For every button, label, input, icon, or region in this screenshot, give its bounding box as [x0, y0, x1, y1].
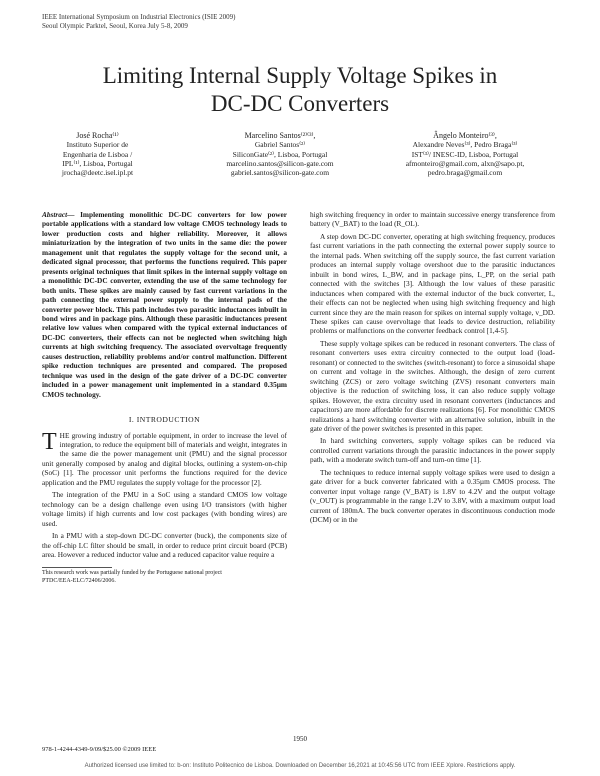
body-paragraph-1: A step down DC-DC converter, operating at high switching frequency, produces fast current variations in the path connecting the external power supply source to the internal pads. When switching off the supply source, the fast current variation produces an internal supply voltage overshoot due to the parasitic inductances inbuilt in bond wires, L_BW, and in package pins, L_PP, on the serial path connected with the switches [3]. Although the low values of these parasitic inductances when compared with the external inductor of the buck converter, L, their effects can not be neglected when using high switching frequency and high current since they are the main reason for spikes on internal supply voltage, v_DD. These spikes can cause overvoltage that leads to device destruction, reliability problems or malfunctions on the converter feedback control [1,4-5]. — [310, 231, 555, 336]
author-1-email: jrocha@deetc.isel.ipl.pt — [61, 168, 134, 178]
intro-paragraph-3: In a PMU with a step-down DC-DC converter (buck), the components size of the off-chip LC filter should be small, in order to reduce print circuit board (PCB) area. However a reduced inductor value and a reduced capacitor value require a — [42, 531, 287, 559]
body-paragraph-2: These supply voltage spikes can be reduced in resonant converters. The class of resonant converters uses extra circuitry connected to the output load (load-resonant) or connected to the switches (switch-resonant) to force a sinusoidal shape on current and voltage in the switches. Although, the design of zero current switching (ZCS) or zero voltage switching (ZVS) resonant converters main objective is the reduction of switching loss, it can also reduce supply voltage spikes. However, the extra circuitry used in resonant converters (inductances and capacitors) are more affordable for discrete realizations [6]. For monolithic CMOS realizations a hard switching converter with an alternative solution, inbuilt in the gate driver of the power switches is presented in this paper. — [310, 338, 555, 433]
intro-paragraph-2: The integration of the PMU in a SoC using a standard CMOS low voltage technology can be a design challenge even using I/O transistors (with higher voltage limits) if high currents and low cost packages (with bonding wires) are used. — [42, 490, 287, 528]
intro-paragraph-1 — [42, 428, 287, 488]
footnote-divider — [42, 567, 112, 568]
author-2-line: Gabriel Santos⁽²⁾ — [254, 140, 306, 150]
right-column — [310, 210, 555, 528]
author-3 — [375, 131, 555, 177]
author-2-email: marcelino.santos@silicon-gate.com — [226, 158, 334, 168]
author-block — [40, 131, 560, 193]
title-line-1: Limiting Internal Supply Voltage Spikes in — [102, 63, 498, 88]
author-2-email: gabriel.santos@silicon-gate.com — [230, 168, 330, 178]
abstract-text: — Implementing monolithic DC-DC converters for low power portable applications with a standard low voltage CMOS technology leads to lower production costs and higher reliability. Moreover, it allows miniaturization by the integration of two units in the same die: the power management unit that regulates the supply voltage for the second unit, a dedicated signal processor, that performs the functions required. This paper presents original techniques that limit spikes in the internal supply voltage on a monolithic DC-DC converter, extending the use of the same technology for both units. These spikes are mainly caused by fast current variations in the path connecting the external power supply to the internal pads of the converter power block. This path includes two parasitic inductances inbuilt in bond wires and in package pins. Although these parasitic inductances present relative low values when compared with the typical external inductances of DC-DC converters, their effects can not be neglected when switching high currents at high switching frequency. The associated overvoltage frequently causes destruction, reliability problems and/or control malfunction. Different spike reduction techniques are presented and compared. The proposed technique was used in the design of the gate driver of a DC-DC converter included in a power management unit implemented in a standard 0.35µm CMOS technology. — [42, 210, 287, 399]
author-1-line: Engenharia de Lisboa / — [62, 149, 133, 159]
author-2-name: Marcelino Santos⁽²⁾⁽³⁾, — [244, 131, 316, 140]
author-2-line: SiliconGate⁽²⁾, Lisboa, Portugal — [232, 149, 328, 159]
author-1-line: IPL⁽¹⁾, Lisboa, Portugal — [62, 158, 133, 168]
author-3-line: IST⁽³⁾/ INESC-ID, Lisboa, Portugal — [411, 149, 519, 159]
page-number: 1950 — [293, 735, 307, 743]
author-1-line: Instituto Superior de — [66, 140, 129, 150]
footnote-line-1: This research work was partially funded by the Portuguese national project — [42, 570, 222, 577]
footnote-line-2: PTDC/EEA-ELC/72406/2006. — [42, 577, 116, 584]
body-paragraph-4: The techniques to reduce internal supply voltage spikes were used to design a gate driver for a buck converter fabricated with a 0.35µm CMOS process. The converter input voltage range (V_BAT) is 1.8V to 4.2V and the output voltage (v_OUT) is programmable in the range 1.2V to 3.8V, with a maximum output load current of 180mA. The buck converter operates in discontinuous conduction mode (DCM) or in the — [310, 467, 555, 525]
conference-line-2: Seoul Olympic Parktel, Seoul, Korea July 5-8, 2009 — [42, 22, 188, 30]
intro-paragraph-1-text: HE growing industry of portable equipment, in order to increase the level of integration, to reduce the equipment bill of materials and weight, integrates in the same die the power management unit (PMU) and the signal processor unit generally composed by analog and digital blocks, outlining a system-on-chip (SoC) [1]. The processor unit performs the functions required for the device application and the PMU regulates the supply voltage for the processor [2]. — [42, 430, 287, 487]
author-1 — [50, 131, 145, 177]
drop-cap: T — [42, 428, 57, 455]
author-3-email: afmonteiro@gmail.com, alxn@sapo.pt, — [405, 158, 525, 168]
body-paragraph-3: In hard switching converters, supply voltage spikes can be reduced via controlled current variations through the parasitic inductances in the power supply path, with a moderate switch turn-off and turn-on time [1]. — [310, 436, 555, 465]
section-heading-introduction: I. INTRODUCTION — [128, 415, 201, 425]
abstract-label: Abstract — [42, 210, 68, 219]
abstract — [42, 210, 287, 399]
author-3-line: Alexandre Neves⁽³⁾, Pedro Braga⁽³⁾ — [412, 140, 518, 150]
body-paragraph-0: high switching frequency in order to maintain successive energy transference from battery (V_BAT) to the load (R_OL). — [310, 210, 555, 229]
author-2 — [195, 131, 365, 177]
author-3-email: pedro.braga@gmail.com — [427, 168, 503, 178]
license-notice: Authorized licensed use limited to: b-on: Instituto Politecnico de Lisboa. Downloaded on December 16,2021 at 10:45:56 UTC from IEEE Xplore. Restrictions apply. — [84, 763, 516, 769]
author-3-name: Ângelo Monteiro⁽³⁾, — [433, 131, 497, 140]
title-line-2: DC-DC Converters — [210, 91, 390, 116]
conference-line-1: IEEE International Symposium on Industrial Electronics (ISIE 2009) — [42, 13, 236, 21]
conference-header — [42, 13, 235, 31]
author-1-name: José Rocha⁽¹⁾ — [76, 131, 119, 140]
left-column — [42, 210, 287, 585]
paper-title — [40, 62, 560, 118]
isbn-copyright: 978-1-4244-4349-9/09/$25.00 ©2009 IEEE — [42, 746, 157, 753]
